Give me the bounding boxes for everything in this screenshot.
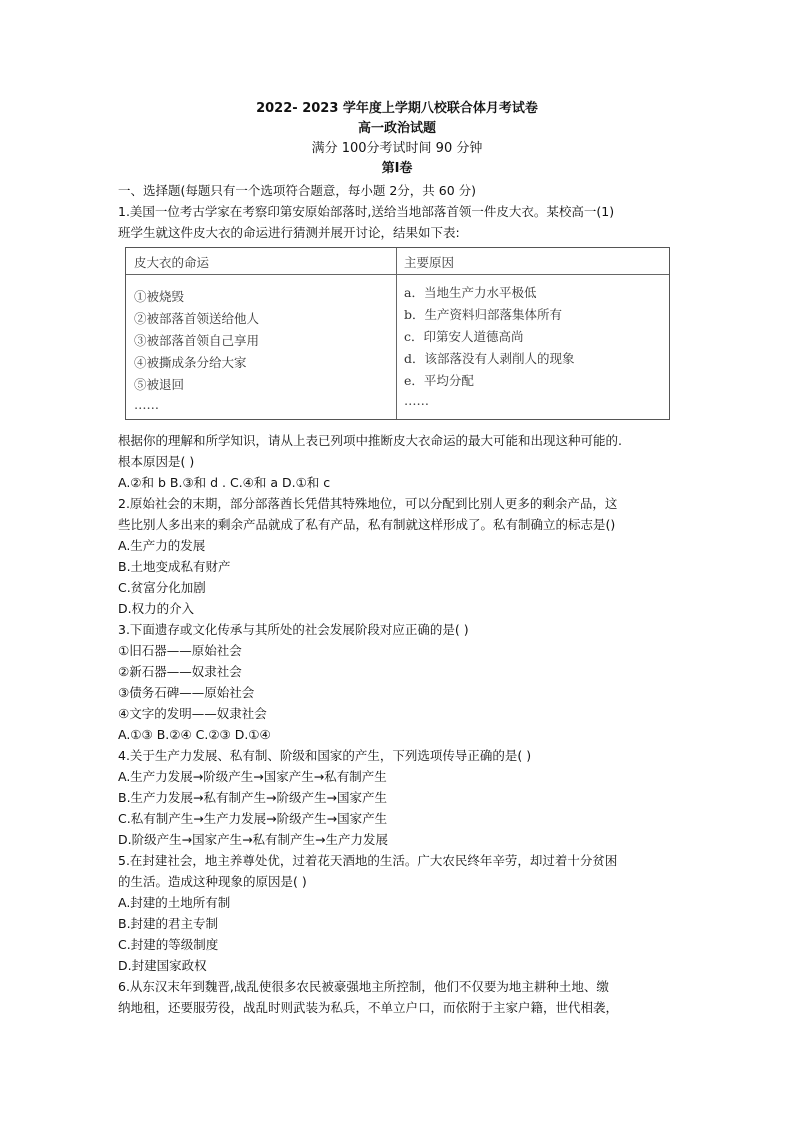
q1-after-line1: 根据你的理解和所学知识，请从上表已列项中推断皮大衣命运的最大可能和出现这种可能的. [118, 433, 622, 448]
q5-stem-line2: 的生活。造成这种现象的原因是( ) [118, 874, 307, 889]
q1-options: A.②和 b B.③和 d . C.④和 a D.①和 c [118, 475, 331, 490]
q6-stem-line2: 纳地租，还要服劳役，战乱时则武装为私兵，不单立户口，而依附于主家户籍，世代相袭， [118, 1000, 619, 1015]
q6-stem-line1: 6.从东汉末年到魏晋,战乱使很多农民被豪强地主所控制，他们不仅要为地主耕种土地、缴 [118, 979, 609, 994]
q5-option-c: C.封建的等级制度 [118, 937, 219, 952]
q3-options: A.①③ B.②④ C.②③ D.①④ [118, 727, 271, 742]
q1-stem-line1: 1.美国一位考古学家在考察印第安原始部落时,送给当地部落首领一件皮大衣。某校高一(1) [118, 204, 615, 219]
q4-stem: 4.关于生产力发展、私有制、阶级和国家的产生，下列选项传导正确的是( ) [118, 748, 532, 763]
table-fate-4: ④被撕成条分给大家 [134, 355, 247, 370]
q3-item-3: ③债务石碑——原始社会 [118, 685, 255, 700]
exam-subtitle: 高一政治试题 [357, 121, 436, 136]
q2-option-a: A.生产力的发展 [118, 538, 206, 553]
table-header-fate: 皮大衣的命运 [134, 255, 210, 270]
q5-stem-line1: 5.在封建社会，地主养尊处优，过着花天酒地的生活。广大农民终年辛劳，却过着十分贫困 [118, 853, 618, 868]
q4-option-b: B.生产力发展→私有制产生→阶级产生→国家产生 [118, 790, 387, 805]
q5-option-d: D.封建国家政权 [118, 958, 207, 973]
table-fate-5: ⑤被退回 [134, 377, 185, 392]
table-fate-1: ①被烧毁 [134, 289, 185, 304]
q3-item-1: ①旧石器——原始社会 [118, 643, 242, 658]
exam-info: 满分 100分考试时间 90 分钟 [311, 141, 483, 156]
part-heading: 一、选择题(每题只有一个选项符合题意，每小题 2分，共 60 分) [118, 183, 477, 198]
q1-stem-line2: 班学生就这件皮大衣的命运进行猜测并展开讨论，结果如下表: [118, 225, 460, 240]
exam-title: 2022- 2023 学年度上学期八校联合体月考试卷 [256, 101, 538, 116]
table-reason-4: d．该部落没有人剥削人的现象 [404, 351, 575, 366]
q5-option-b: B.封建的君主专制 [118, 916, 219, 931]
q4-option-c: C.私有制产生→生产力发展→阶级产生→国家产生 [118, 811, 388, 826]
table-header-rule [126, 274, 669, 275]
q2-stem-line2: 些比别人多出来的剩余产品就成了私有产品，私有制就这样形成了。私有制确立的标志是() [118, 517, 616, 532]
table-fate-6: …… [134, 397, 159, 412]
table-reason-6: …… [404, 393, 429, 408]
q4-option-d: D.阶级产生→国家产生→私有制产生→生产力发展 [118, 832, 389, 847]
table-reason-2: b．生产资料归部落集体所有 [404, 307, 563, 322]
table-fate-2: ②被部落首领送给他人 [134, 311, 260, 326]
table-header-reason: 主要原因 [404, 255, 455, 270]
table-reason-5: e．平均分配 [404, 373, 474, 388]
q1-after-line2: 根本原因是( ) [118, 454, 195, 469]
q4-option-a: A.生产力发展→阶级产生→国家产生→私有制产生 [118, 769, 387, 784]
table-reason-1: a．当地生产力水平极低 [404, 285, 537, 300]
q2-stem-line1: 2.原始社会的末期，部分部落酋长凭借其特殊地位，可以分配到比别人更多的剩余产品，这 [118, 496, 618, 511]
table-fate-3: ③被部落首领自己享用 [134, 333, 260, 348]
q5-option-a: A.封建的土地所有制 [118, 895, 231, 910]
table-reason-3: c．印第安人道德高尚 [404, 329, 524, 344]
q1-table [125, 247, 670, 420]
q2-option-d: D.权力的介入 [118, 601, 195, 616]
q2-option-b: B.土地变成私有财产 [118, 559, 231, 574]
q3-item-2: ②新石器——奴隶社会 [118, 664, 242, 679]
q2-option-c: C.贫富分化加剧 [118, 580, 206, 595]
section-title: 第Ⅰ卷 [381, 161, 413, 176]
q3-item-4: ④文字的发明——奴隶社会 [118, 706, 267, 721]
q3-stem: 3.下面遗存或文化传承与其所处的社会发展阶段对应正确的是( ) [118, 622, 469, 637]
